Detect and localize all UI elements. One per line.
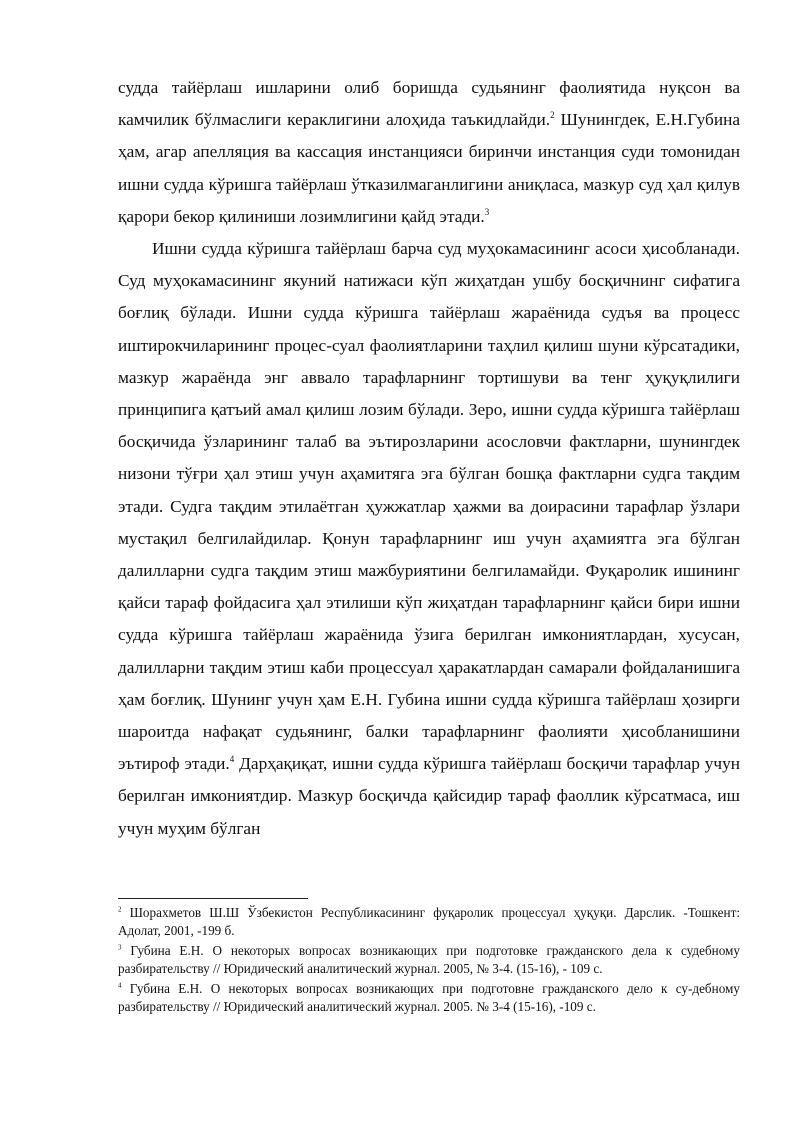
paragraph-text: судда тайёрлаш ишларини олиб боришда судьянинг фаолиятида нуқсон ва камчилик бўлмаслиги кераклигини алоҳида таъкидлайди. — [118, 78, 740, 130]
paragraph-text: Дарҳақиқат, ишни судда кўришга тайёрлаш босқичи тарафлар учун берилган имкониятдир. Мазкур босқичда қайсидир тараф фаоллик кўрсатмаса, иш учун муҳим бўлган — [118, 754, 740, 838]
footnote — [118, 942, 740, 977]
footnote-number: 4 — [118, 981, 122, 990]
footnote-ref-2: 2 — [550, 110, 555, 121]
footnote-separator — [118, 898, 308, 899]
body-text — [118, 72, 740, 845]
footnote — [118, 980, 740, 1015]
paragraph-text: Ишни судда кўришга тайёрлаш барча суд муҳокамасининг асоси ҳисобланади. Суд муҳокамасининг якуний натижаси кўп жиҳатдан ушбу босқичнинг сифатига боғлиқ бўлади. Ишни судда кўришга тайёрлаш жараёнида судъя ва процесс иштирокчиларининг процес-суал фаолиятларини таҳлил қилиш шуни кўрсатадики, мазкур жараёнда энг аввало тарафларнинг тортишуви ва тенг ҳуқуқлилиги принципига қатъий амал қилиш лозим бўлади. Зеро, ишни судда кўришга тайёрлаш босқичида ўзларининг талаб ва эътирозларини асословчи фактларни, шунингдек низони тўғри ҳал этиш учун аҳамитяга эга бўлган бошқа фактларни судга тақдим этади. Судга тақдим этилаётган ҳужжатлар ҳажми ва доирасини тарафлар ўзлари мустақил белгилайдилар. Қонун тарафларнинг иш учун аҳамиятга эга бўлган далилларни судга тақдим этиш мажбуриятини белгиламайди. Фуқаролик ишининг қайси тараф фойдасига ҳал этилиши кўп жиҳатдан тарафларнинг қайси бири ишни судда кўришга тайёрлаш жараёнида ўзига берилган имкониятлардан, хусусан, далилларни тақдим этиш каби процессуал ҳаракатлардан самарали фойдаланишига ҳам боғлиқ. Шунинг учун ҳам Е.Н. Губина ишни судда кўришга тайёрлаш ҳозирги шароитда нафақат судьянинг, балки тарафларнинг фаолияти ҳисобланишини эътироф этади. — [118, 239, 740, 774]
paragraph-text: Шунингдек, Е.Н.Губина ҳам, агар апелляция ва кассация инстанцияси биринчи инстанция суди томонидан ишни судда кўришга тайёрлаш ўтказилмаганлигини аниқласа, мазкур суд ҳал қилув қарори бекор қилиниши лозимлигини қайд этади. — [118, 110, 740, 226]
paragraph-main — [118, 233, 740, 845]
footnote — [118, 904, 740, 939]
footnote-ref-4: 4 — [229, 754, 235, 765]
footnote-text: Шорахметов Ш.Ш Ўзбекистон Республикасининг фуқаролик процессуал ҳуқуқи. Дарслик. -Тошкент: Адолат, 2001, -199 б. — [118, 905, 740, 938]
footnote-text: Губина Е.Н. О некоторых вопросах возникающих при подготовне гражданского дело к су-дебному разбирательству // Юридический аналитический журнал. 2005. № 3-4 (15-16), -109 с. — [118, 981, 740, 1014]
footnote-ref-3: 3 — [484, 207, 490, 218]
paragraph-continuation — [118, 72, 740, 233]
footnote-text: Губина Е.Н. О некоторых вопросах возникающих при подготовке гражданского дела к судебному разбирательству // Юридический аналитический журнал. 2005, № 3-4. (15-16), - 109 с. — [118, 943, 740, 976]
footnote-number: 2 — [118, 905, 122, 914]
footnotes — [118, 904, 740, 1018]
footnote-number: 3 — [118, 943, 122, 952]
